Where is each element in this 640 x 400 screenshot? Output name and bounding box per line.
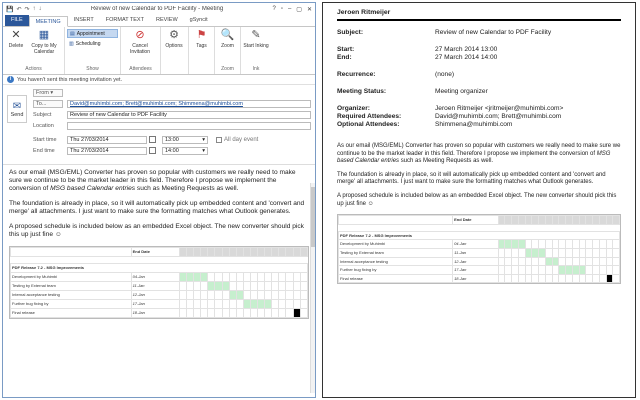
all-day-checkbox[interactable]: [216, 137, 222, 143]
embedded-excel-object[interactable]: [9, 246, 309, 319]
xl-task-name: Internal acceptance testing: [339, 257, 453, 266]
xl-task-name: Development by Muhimbi: [11, 273, 132, 282]
printout-paragraph: As our email (MSG/EML) Converter has proven so popular with customers we really need to make sure we continue to be the market leader in this field. Therefore I propose we implement the conversion of MSG based Calendar entries such as Meeting Requests as well.: [337, 143, 621, 165]
title-bar: [3, 3, 315, 15]
ribbon-display-button[interactable]: ▫: [280, 5, 283, 12]
message-body[interactable]: [3, 165, 315, 323]
end-row: [33, 146, 311, 155]
scheduling-button[interactable]: ▥ Scheduling: [69, 40, 101, 47]
xl-task-row: [339, 240, 620, 249]
cancel-invitation-icon: ⊘: [135, 29, 145, 41]
start-time-field[interactable]: 13:00 ▾: [162, 136, 208, 144]
ribbon-group-show: [65, 27, 121, 74]
info-icon: i: [7, 76, 14, 83]
xl-task-name: Development by Muhimbi: [339, 240, 453, 249]
subject-row: [33, 110, 311, 119]
ribbon-group-zoom: [215, 27, 241, 74]
body-paragraph: As our email (MSG/EML) Converter has proven so popular with customers we really need to make sure we continue to be the market leader in this field. Therefore I propose we implement the conversion of MSG based Calendar entries such as Meeting Requests as well.: [9, 169, 296, 192]
group-label-actions: Actions: [25, 66, 42, 72]
calendar-icon: ▦: [38, 29, 50, 41]
xl-task-name: Internal acceptance testing: [11, 291, 132, 300]
from-row: [33, 88, 311, 97]
info-message: You haven't sent this meeting invitation yet.: [17, 76, 123, 83]
xl-task-row: [11, 309, 308, 318]
start-time-label: Start time: [33, 136, 57, 143]
all-day-label: All day event: [224, 136, 259, 143]
xl-task-row: [339, 248, 620, 257]
pen-icon: ✎: [251, 29, 261, 41]
ribbon-group-actions: [3, 27, 65, 74]
up-arrow-icon[interactable]: ↑: [32, 5, 36, 12]
help-button[interactable]: ?: [272, 5, 276, 12]
tab-insert[interactable]: INSERT: [73, 17, 94, 23]
to-field[interactable]: David@muhimbi.com; Brett@muhimbi.com; Shimmena@muhimbi.com: [67, 100, 311, 108]
down-arrow-icon[interactable]: ↓: [38, 5, 42, 12]
group-label-ink: Ink: [252, 66, 260, 72]
xl-task-date: 18-Jan: [131, 309, 179, 318]
xl-task-name: Further bug fixing by: [11, 300, 132, 309]
tab-gsyncit[interactable]: gSyncit: [189, 17, 208, 23]
ribbon-group-ink: [241, 27, 271, 74]
xl-task-row: [11, 300, 308, 309]
xl-task-row: [11, 273, 308, 282]
close-button[interactable]: ✕: [306, 6, 312, 13]
ribbon-group-attendees: [121, 27, 161, 74]
xl-task-row: [339, 266, 620, 275]
delete-icon: ✕: [11, 29, 21, 41]
outlook-meeting-window: [2, 2, 316, 398]
printout-start-row: Start: 27 March 2014 13:00: [337, 46, 498, 53]
body-paragraph: A proposed schedule is included below as an embedded Excel object. The new converter should pick this up just fine ☺: [9, 223, 304, 238]
tab-file[interactable]: FILE: [5, 15, 29, 26]
location-row: [33, 121, 311, 130]
xl-task-name: Final release: [339, 274, 453, 283]
subject-label: Subject: [33, 111, 52, 118]
xl-task-row: [11, 282, 308, 291]
printout-recurrence-row: Recurrence: (none): [337, 71, 455, 78]
xl-task-date: 04-Jan: [453, 240, 499, 249]
printout-required-row: Required Attendees: David@muhimbi.com; Brett@muhimbi.com: [337, 113, 562, 120]
start-date-field[interactable]: Thu 27/03/2014: [67, 136, 147, 144]
scrollbar-thumb[interactable]: [311, 187, 315, 247]
zoom-button[interactable]: 🔍 Zoom: [220, 29, 235, 49]
pdf-printout-page: [322, 2, 636, 398]
minimize-button[interactable]: –: [287, 5, 292, 12]
xl-task-row: [339, 274, 620, 283]
calendar-picker-icon[interactable]: [149, 147, 156, 154]
send-icon: ✉: [12, 100, 22, 112]
xl-task-date: 17-Jan: [131, 300, 179, 309]
ribbon-group-options: [161, 27, 189, 74]
ribbon-group-tags: [189, 27, 215, 74]
calendar-picker-icon[interactable]: [149, 136, 156, 143]
info-bar: [3, 75, 315, 85]
undo-icon[interactable]: ↶: [16, 6, 22, 13]
appointment-button[interactable]: ▤ Appointment: [67, 29, 118, 38]
printout-subject-row: Subject: Review of new Calendar to PDF Facility: [337, 29, 552, 36]
xl-task-date: 11-Jan: [131, 282, 179, 291]
tab-format-text[interactable]: FORMAT TEXT: [105, 17, 144, 23]
ribbon: [3, 27, 315, 75]
location-field[interactable]: [67, 122, 311, 130]
printout-optional-row: Optional Attendees: Shimmena@muhimbi.com: [337, 121, 513, 128]
xl-task-date: 17-Jan: [453, 266, 499, 275]
xl-task-name: Final release: [11, 309, 132, 318]
appointment-icon: ▤: [70, 30, 75, 37]
xl-task-header: [11, 248, 132, 257]
group-label-attendees: Attendees: [129, 66, 152, 72]
group-label-show: Show: [86, 66, 99, 72]
copy-to-calendar-button[interactable]: ▦ Copy to My Calendar: [31, 29, 57, 55]
maximize-button[interactable]: ▢: [296, 6, 302, 13]
xl-task-name: Further bug fixing by: [339, 266, 453, 275]
start-inking-button[interactable]: ✎ Start Inking: [243, 29, 269, 49]
quick-access-toolbar: [6, 6, 42, 13]
xl-task-date: 11-Jan: [453, 248, 499, 257]
xl-end-date-header: End Date: [131, 248, 179, 257]
printout-owner-name: Jeroen Ritmeijer: [337, 9, 621, 21]
xl-end-date-header: End Date: [453, 216, 499, 225]
window-title: Review of new Calendar to PDF Facility - Meeting: [90, 6, 224, 12]
body-paragraph: The foundation is already in place, so it will automatically pick up embedded content and 'convert and merge' all attachments. I just want to make sure the formatting matches what Outlook generates.: [9, 200, 305, 215]
xl-task-name: Testing by External team: [339, 248, 453, 257]
printout-end-row: End: 27 March 2014 14:00: [337, 54, 498, 61]
scheduling-icon: ▥: [69, 40, 74, 47]
xl-task-date: 12-Jan: [131, 291, 179, 300]
options-icon: ⚙: [169, 29, 179, 41]
save-icon[interactable]: 💾: [6, 6, 14, 13]
redo-icon[interactable]: ↷: [24, 6, 30, 13]
tab-review[interactable]: REVIEW: [155, 17, 178, 23]
subject-field[interactable]: Review of new Calendar to PDF Facility: [67, 111, 311, 119]
printout-body: [337, 143, 621, 284]
tags-button[interactable]: ⚑ Tags: [196, 29, 207, 49]
location-label: Location: [33, 122, 54, 129]
zoom-icon: 🔍: [220, 29, 235, 41]
start-row: [33, 135, 311, 144]
xl-task-date: 18-Jan: [453, 274, 499, 283]
xl-sheet-title: PDF Release 7.2 - MSG Improvements: [339, 231, 620, 240]
xl-task-row: [339, 257, 620, 266]
xl-task-date: 04-Jan: [131, 273, 179, 282]
end-time-field[interactable]: 14:00 ▾: [162, 147, 208, 155]
to-button[interactable]: To...: [33, 100, 63, 108]
send-button[interactable]: ✉ Send: [7, 95, 27, 123]
ribbon-tabs: [3, 15, 315, 27]
printout-paragraph: A proposed schedule is included below as an embedded Excel object. The new converter should pick this up just fine ☺: [337, 192, 617, 207]
xl-sheet-title: PDF Release 7.2 - MSG Improvements: [11, 264, 308, 273]
tag-icon: ⚑: [196, 29, 207, 41]
chevron-down-icon: ▾: [202, 136, 205, 143]
tab-meeting[interactable]: MEETING: [29, 16, 68, 27]
end-date-field[interactable]: Thu 27/03/2014: [67, 147, 147, 155]
cancel-invitation-button[interactable]: ⊘ Cancel Invitation: [129, 29, 150, 55]
xl-task-header: [339, 216, 453, 225]
chevron-down-icon: ▾: [202, 147, 205, 154]
vertical-scrollbar[interactable]: [310, 183, 315, 393]
delete-button[interactable]: ✕ Delete: [8, 29, 24, 49]
xl-task-date: 12-Jan: [453, 257, 499, 266]
printout-status-row: Meeting Status: Meeting organizer: [337, 88, 488, 95]
meeting-form: [3, 85, 315, 165]
options-button[interactable]: ⚙ Options: [165, 29, 183, 49]
xl-task-name: Testing by External team: [11, 282, 132, 291]
end-time-label: End time: [33, 147, 55, 154]
from-button[interactable]: From ▾: [33, 89, 63, 97]
group-label-zoom: Zoom: [221, 66, 234, 72]
to-row: [33, 99, 311, 108]
printout-organizer-row: Organizer: Jeroen Ritmeijer <jritmeijer@muhimbi.com>: [337, 105, 564, 112]
xl-task-row: [11, 291, 308, 300]
printout-excel-object: [337, 214, 621, 284]
printout-paragraph: The foundation is already in place, so it will automatically pick up embedded content and 'convert and merge' all attachments. I just want to make sure the formatting matches what Outlook generates.: [337, 171, 606, 186]
